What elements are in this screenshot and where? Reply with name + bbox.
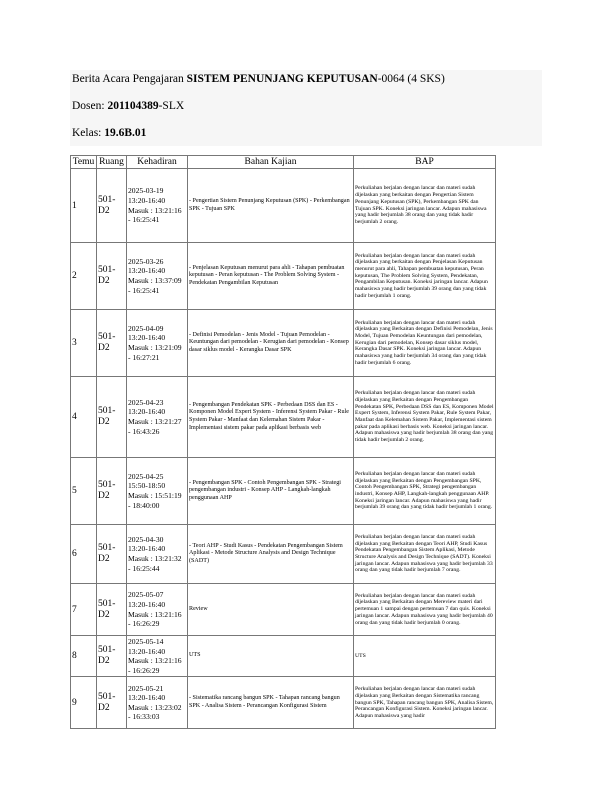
col-header-bahan-kajian: Bahan Kajian <box>188 156 354 169</box>
cell-kehadiran <box>127 243 188 310</box>
cell-kehadiran <box>127 584 188 636</box>
cell-bap: Perkuliahan berjalan dengan lancar dan materi sudah dijelaskan yang berkaitan dengan Pengertian Sistem Penunjang Keputusan (SPK), Perkembangan SPK dan Tujuan SPK. Koneksi jaringan lancar. Adapun mahasiswa yang hadir berjumlah 38 orang dan yang tidak hadir berjumlah 2 orang. <box>354 169 496 243</box>
table-row <box>71 169 496 243</box>
cell-temu: 4 <box>71 377 97 458</box>
check-in: Masuk : 13:37:09 <box>128 276 182 285</box>
cell-kehadiran <box>127 677 188 729</box>
check-in: Masuk : 13:23:02 <box>128 702 182 712</box>
cell-bahan-kajian: - Definisi Pemodelan - Jenis Model - Tujuan Pemodelan - Keuntungan dari pemodelan - Kerugian dari pemodelan - Konsep dasar siklus model - Kerangka Dasar SPK <box>188 310 354 377</box>
check-in: Masuk : 13:21:27 <box>128 417 182 426</box>
col-header-ruang: Ruang <box>97 156 127 169</box>
cell-bahan-kajian: - Teori AHP - Studi Kasus - Pendekatan Pengembangan Sistem Aplikasi - Metode Structure Analysis and Design Technique (SADT) <box>188 525 354 584</box>
cell-bap: UTS <box>354 636 496 677</box>
document-title <box>72 73 445 85</box>
cell-ruang: 501-D2 <box>97 310 127 377</box>
cell-bahan-kajian: - Pengertian Sistem Penunjang Keputusan (SPK) - Perkembangan SPK - Tujuan SPK <box>188 169 354 243</box>
cell-kehadiran <box>127 636 188 677</box>
check-out: - 18:40:00 <box>128 501 186 511</box>
table-header-row <box>71 156 496 169</box>
cell-temu: 2 <box>71 243 97 310</box>
lecturer-suffix: -SLX <box>158 100 185 112</box>
cell-ruang: 501-D2 <box>97 677 127 729</box>
time-range: 15:50-18:50 <box>128 481 166 491</box>
table-row <box>71 584 496 636</box>
date: 2025-05-14 <box>128 637 164 646</box>
lecturer-label: Dosen: <box>72 100 108 112</box>
date: 2025-05-21 <box>128 683 164 693</box>
time-range: 13:20-16:40 <box>128 693 166 703</box>
time-range: 13:20-16:40 <box>128 646 166 656</box>
cell-bahan-kajian: - Pengembangan SPK - Contoh Pengembangan SPK - Strategi pengembangan industri - Konsep AHP - Langkah-langkah penggunaan AHP <box>188 458 354 525</box>
cell-kehadiran <box>127 458 188 525</box>
date: 2025-04-23 <box>128 397 164 407</box>
cell-ruang: 501-D2 <box>97 636 127 677</box>
check-in: Masuk : 13:21:32 <box>128 554 182 563</box>
cell-kehadiran <box>127 310 188 377</box>
cell-bap: Perkuliahan berjalan dengan lancar dan materi sudah dijelaskan yang berkaitan dengan Penjelasan Keputusan menurut para ahli, Tahapan pembuatan keputusan, Peran keputusan, The Problem Solving System, Pendekatan, Pengambilan Keputusan. Koneksi jaringan lancar. Adapun mahasiswa yang hadir berjumlah 39 orang dan yang tidak hadir berjumlah 1 orang. <box>354 243 496 310</box>
cell-bahan-kajian: Review <box>188 584 354 636</box>
time-range: 13:20-16:40 <box>128 195 166 205</box>
cell-temu: 6 <box>71 525 97 584</box>
cell-kehadiran <box>127 377 188 458</box>
cell-bap: Perkuliahan berjalan dengan lancar dan materi sudah dijelaskan yang Berkaitan dengan Pengembangan SPK, Contoh Pengembangan SPK, Strategi pengembangan industri, Konsep AHP, Langkah-langkah penggunaan AHP. Koneksi jaringan lancar. Adapun mahasiswa yang hadir berjumlah 39 orang dan yang tidak hadir berjumlah 1 orang. <box>354 458 496 525</box>
cell-bap: Perkuliahan berjalan dengan lancar dan materi sudah dijelaskan yang Berkaitan dengan Sistematika rancang bangun SPK, Tahapan rancang bangun SPK, Analisa Sistem, Perancangan Konfigurasi Sistem. Koneksi jaringan lancar. Adapun mahasiswa yang hadir <box>354 677 496 729</box>
table-row <box>71 677 496 729</box>
cell-temu: 5 <box>71 458 97 525</box>
lecturer-id: 201104389 <box>107 100 159 112</box>
date: 2025-04-09 <box>128 323 164 333</box>
cell-temu: 7 <box>71 584 97 636</box>
check-out: - 16:33:03 <box>128 712 186 722</box>
bap-table <box>70 155 496 729</box>
class-label: Kelas: <box>72 127 105 139</box>
check-in: Masuk : 13:21:16 <box>128 656 182 666</box>
check-out: - 16:26:29 <box>128 619 186 629</box>
date: 2025-04-30 <box>128 534 164 544</box>
time-range: 13:20-16:40 <box>128 266 166 276</box>
check-out: - 16:25:41 <box>128 286 186 296</box>
check-in: Masuk : 13:21:16 <box>128 609 182 619</box>
cell-temu: 8 <box>71 636 97 677</box>
cell-ruang: 501-D2 <box>97 377 127 458</box>
time-range: 13:20-16:40 <box>128 599 166 609</box>
check-out: - 16:25:44 <box>128 564 186 574</box>
date: 2025-04-25 <box>128 471 164 481</box>
cell-bap: Perkuliahan berjalan dengan lancar dan materi sudah dijelaskan yang Berkaitan dengan Mereview materi dari pertemuan 1 sampai dengan pertemuan 7 dan quis. Koneksi jaringan lancar. Adapun mahasiswa yang hadir berjumlah 40 orang dan yang tidak hadir berjumlah 0 orang. <box>354 584 496 636</box>
table-row <box>71 243 496 310</box>
lecturer-line <box>72 100 184 112</box>
table-row <box>71 636 496 677</box>
check-in: Masuk : 15:51:19 <box>128 491 182 500</box>
check-in: Masuk : 13:21:16 <box>128 205 182 215</box>
cell-bahan-kajian: - Pengembangan Pendekatan SPK - Perbedaan DSS dan ES - Komponen Model Expert System - Inferensi System Pakar - Rule System Pakar - Manfaat dan Kelemahan Sistem Pakar - Implementasi sistem pakar pada aplikasi berbasis web <box>188 377 354 458</box>
check-out: - 16:26:29 <box>128 666 186 676</box>
cell-temu: 9 <box>71 677 97 729</box>
check-out: - 16:43:26 <box>128 427 186 437</box>
cell-ruang: 501-D2 <box>97 525 127 584</box>
cell-bap: Perkuliahan berjalan dengan lancar dan materi sudah dijelaskan yang Berkaitan dengan Pengembangan Pendekatan SPK, Perbedaan DSS dan ES, Komponen Model Expert System, Inferensi System Pakar, Rule System Pakar, Manfaat dan Kelemahan Sistem Pakar, Implementasi sistem pakar pada aplikasi berbasis web. Koneksi jaringan lancar. Adapun mahasiswa yang hadir berjumlah 38 orang dan yang tidak hadir berjumlah 2 orang. <box>354 377 496 458</box>
table-row <box>71 525 496 584</box>
col-header-kehadiran: Kehadiran <box>127 156 188 169</box>
cell-bahan-kajian: UTS <box>188 636 354 677</box>
time-range: 13:20-16:40 <box>128 544 166 554</box>
class-line <box>72 127 146 139</box>
cell-ruang: 501-D2 <box>97 243 127 310</box>
date: 2025-03-26 <box>128 256 164 266</box>
table-row <box>71 377 496 458</box>
date: 2025-05-07 <box>128 590 164 600</box>
cell-kehadiran <box>127 525 188 584</box>
course-name: SISTEM PENUNJANG KEPUTUSAN <box>186 73 378 85</box>
cell-ruang: 501-D2 <box>97 169 127 243</box>
cell-bahan-kajian: - Penjelasan Keputusan menurut para ahli - Tahapan pembuatan keputusan - Peran keputusan - The Problem Solving System - Pendekatan Pengambilan Keputusan <box>188 243 354 310</box>
table-row <box>71 310 496 377</box>
check-in: Masuk : 13:21:09 <box>128 343 182 352</box>
cell-temu: 3 <box>71 310 97 377</box>
table-row <box>71 458 496 525</box>
col-header-temu: Temu <box>71 156 97 169</box>
table-body <box>71 169 496 729</box>
col-header-bap: BAP <box>354 156 496 169</box>
time-range: 13:20-16:40 <box>128 333 166 343</box>
cell-bahan-kajian: - Sistematika rancang bangun SPK - Tahapan rancang bangun SPK - Analisa Sistem - Perancangan Konfigurasi Sistem <box>188 677 354 729</box>
cell-ruang: 501-D2 <box>97 458 127 525</box>
cell-ruang: 501-D2 <box>97 584 127 636</box>
title-prefix: Berita Acara Pengajaran <box>72 73 187 85</box>
check-out: - 16:25:41 <box>128 215 186 225</box>
cell-kehadiran <box>127 169 188 243</box>
time-range: 13:20-16:40 <box>128 407 166 417</box>
date: 2025-03-19 <box>128 186 164 196</box>
check-out: - 16:27:21 <box>128 353 186 363</box>
cell-bap: Perkuliahan berjalan dengan lancar dan materi sudah dijelaskan yang Berkaitan dengan Definisi Pemodelan, Jenis Model, Tujuan Pemodelan Keuntungan dari pemodelan, Kerugian dari pemodelan, Konsep dasar siklus model, Kerangka Dasar SPK. Koneksi jaringan lancar. Adapun mahasiswa yang hadir berjumlah 34 orang dan yang tidak hadir berjumlah 6 orang. <box>354 310 496 377</box>
cell-bap: Perkuliahan berjalan dengan lancar dan materi sudah dijelaskan yang Berkaitan dengan Teori AHP, Studi Kasus Pendekatan Pengembangan Sistem Aplikasi, Metode Structure Analysis and Design Technique (SADT). Koneksi jaringan lancar. Adapun mahasiswa yang hadir berjumlah 33 orang dan yang tidak hadir berjumlah 7 orang. <box>354 525 496 584</box>
class-value: 19.6B.01 <box>104 127 147 139</box>
cell-temu: 1 <box>71 169 97 243</box>
course-suffix: -0064 (4 SKS) <box>377 73 445 85</box>
